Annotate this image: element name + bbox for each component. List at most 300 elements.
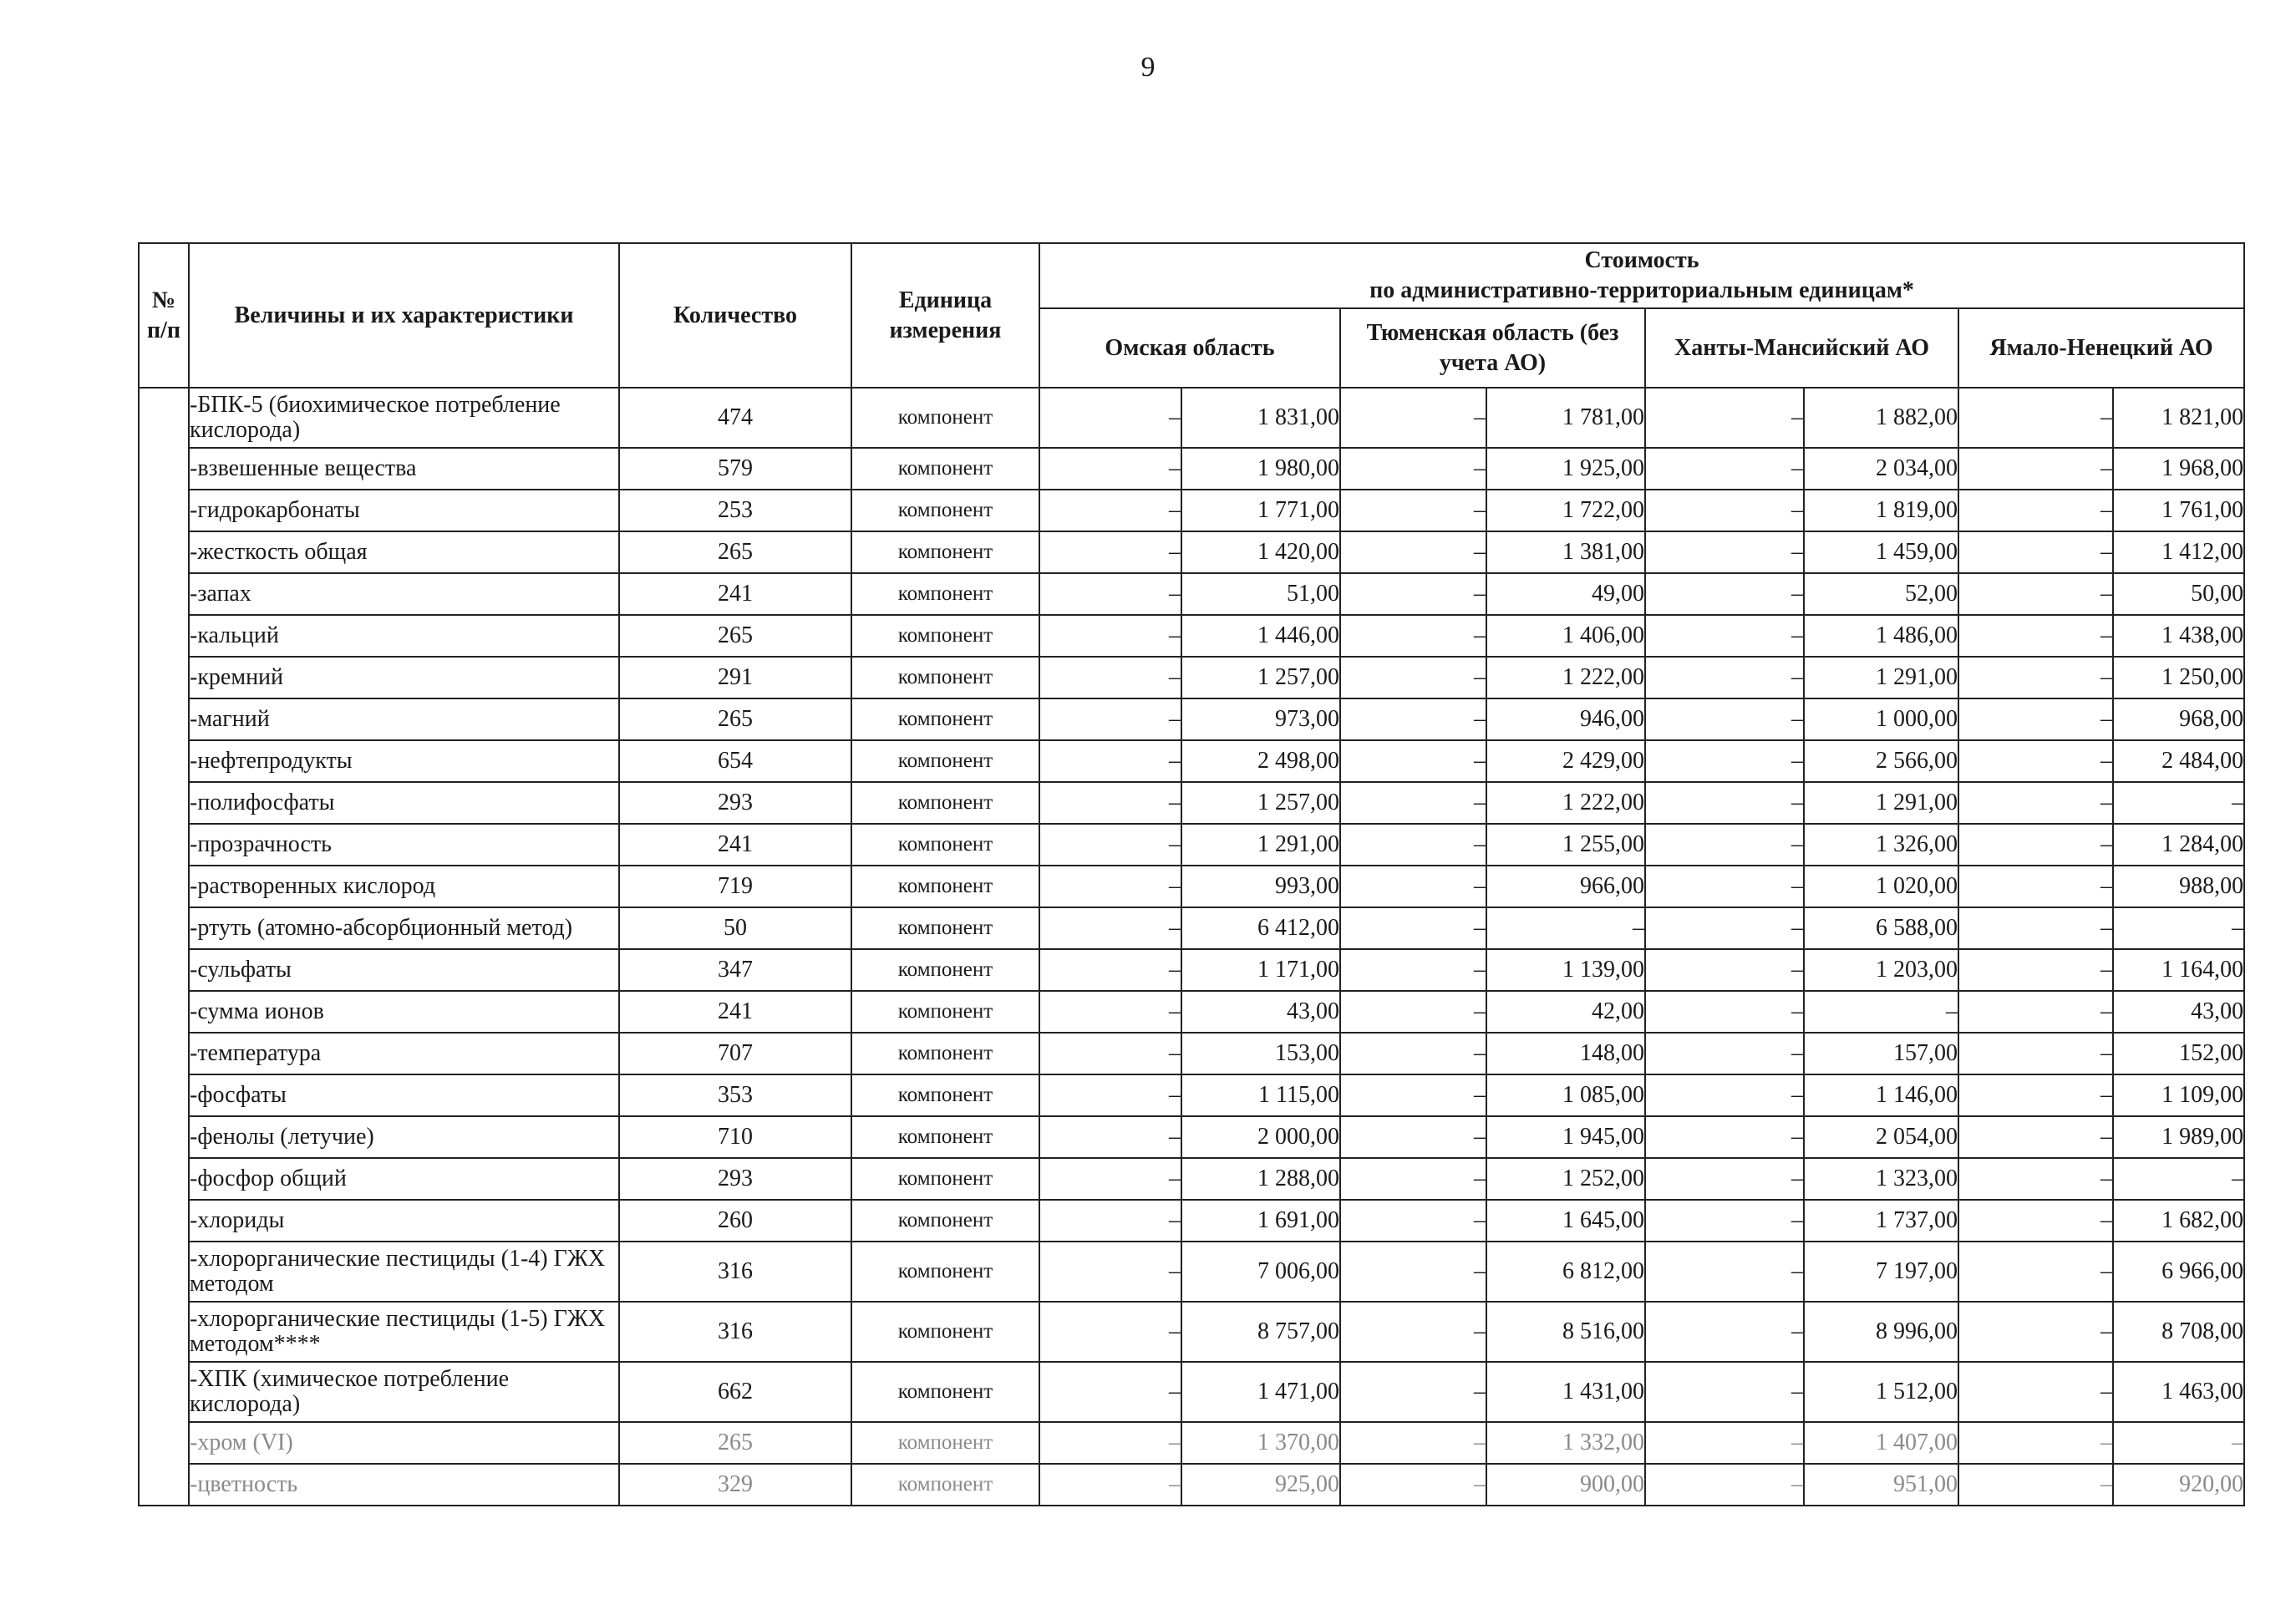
row-dash: – — [1958, 1422, 2113, 1464]
row-name: -прозрачность — [189, 824, 619, 866]
row-dash: – — [1340, 1464, 1486, 1506]
row-name: -цветность — [189, 1464, 619, 1506]
row-name: -хлориды — [189, 1200, 619, 1242]
table-row — [139, 1200, 2244, 1242]
row-value: 1 407,00 — [1804, 1422, 1958, 1464]
row-value: 1 968,00 — [2113, 448, 2244, 490]
row-qty: 329 — [619, 1464, 851, 1506]
table-row — [139, 1116, 2244, 1158]
row-value: 1 146,00 — [1804, 1074, 1958, 1116]
row-value: 1 406,00 — [1486, 615, 1645, 657]
row-value: 946,00 — [1486, 698, 1645, 740]
row-value: 8 996,00 — [1804, 1302, 1958, 1362]
row-dash: – — [1645, 949, 1804, 991]
row-value: – — [2113, 1422, 2244, 1464]
row-dash: – — [1340, 448, 1486, 490]
row-value: 1 000,00 — [1804, 698, 1958, 740]
header-cost — [1039, 243, 2244, 308]
row-value: 1 771,00 — [1181, 490, 1340, 531]
row-value: 1 761,00 — [2113, 490, 2244, 531]
row-dash: – — [1645, 1200, 1804, 1242]
row-value: 1 737,00 — [1804, 1200, 1958, 1242]
row-dash: – — [1340, 1158, 1486, 1200]
row-name: -хлорорганические пестициды (1-5) ГЖХ методом**** — [189, 1302, 619, 1362]
row-name: -ХПК (химическое потребление кислорода) — [189, 1362, 619, 1422]
row-dash: – — [1340, 1362, 1486, 1422]
row-value: 7 197,00 — [1804, 1242, 1958, 1302]
row-name: -ртуть (атомно-абсорбционный метод) — [189, 907, 619, 949]
row-value: 1 412,00 — [2113, 531, 2244, 573]
row-value: 49,00 — [1486, 573, 1645, 615]
row-value: 51,00 — [1181, 573, 1340, 615]
row-dash: – — [1645, 1362, 1804, 1422]
header-region-omsk: Омская область — [1039, 308, 1340, 388]
row-unit: компонент — [851, 1362, 1039, 1422]
row-qty: 316 — [619, 1302, 851, 1362]
row-dash: – — [1645, 1242, 1804, 1302]
row-value: 925,00 — [1181, 1464, 1340, 1506]
row-dash: – — [1958, 388, 2113, 448]
row-value: 148,00 — [1486, 1033, 1645, 1074]
row-unit: компонент — [851, 490, 1039, 531]
row-dash: – — [1039, 1242, 1181, 1302]
header-region-tyumen: Тюменская область (без учета АО) — [1340, 308, 1645, 388]
row-dash: – — [1645, 657, 1804, 698]
row-value: 1 291,00 — [1804, 782, 1958, 824]
row-dash: – — [1958, 824, 2113, 866]
row-value: 1 115,00 — [1181, 1074, 1340, 1116]
row-dash: – — [1958, 698, 2113, 740]
row-dash: – — [1645, 991, 1804, 1033]
row-qty: 260 — [619, 1200, 851, 1242]
table-row — [139, 1158, 2244, 1200]
row-dash: – — [1039, 388, 1181, 448]
row-value: – — [1804, 991, 1958, 1033]
row-unit: компонент — [851, 991, 1039, 1033]
table-row — [139, 949, 2244, 991]
row-qty: 291 — [619, 657, 851, 698]
row-unit: компонент — [851, 1242, 1039, 1302]
row-name: -температура — [189, 1033, 619, 1074]
row-dash: – — [1340, 1074, 1486, 1116]
row-value: 900,00 — [1486, 1464, 1645, 1506]
row-name: -сумма ионов — [189, 991, 619, 1033]
row-dash: – — [1645, 1302, 1804, 1362]
row-value: 6 412,00 — [1181, 907, 1340, 949]
row-dash: – — [1039, 907, 1181, 949]
row-value: 1 291,00 — [1181, 824, 1340, 866]
row-unit: компонент — [851, 615, 1039, 657]
table-row — [139, 866, 2244, 907]
table-row — [139, 1464, 2244, 1506]
row-dash: – — [1645, 388, 1804, 448]
row-unit: компонент — [851, 949, 1039, 991]
row-unit: компонент — [851, 1158, 1039, 1200]
table-row — [139, 1074, 2244, 1116]
row-name: -гидрокарбонаты — [189, 490, 619, 531]
row-unit: компонент — [851, 1464, 1039, 1506]
row-value: – — [2113, 907, 2244, 949]
row-dash: – — [1958, 1158, 2113, 1200]
row-dash: – — [1039, 1033, 1181, 1074]
row-dash: – — [1645, 448, 1804, 490]
row-dash: – — [1958, 448, 2113, 490]
row-value: 7 006,00 — [1181, 1242, 1340, 1302]
row-value: 1 722,00 — [1486, 490, 1645, 531]
row-dash: – — [1645, 490, 1804, 531]
row-value: 1 463,00 — [2113, 1362, 2244, 1422]
row-value: 1 512,00 — [1804, 1362, 1958, 1422]
row-unit: компонент — [851, 1074, 1039, 1116]
row-qty: 293 — [619, 782, 851, 824]
row-dash: – — [1958, 1302, 2113, 1362]
row-value: 1 420,00 — [1181, 531, 1340, 573]
row-value: 1 431,00 — [1486, 1362, 1645, 1422]
row-value: 153,00 — [1181, 1033, 1340, 1074]
table-row — [139, 1422, 2244, 1464]
row-qty: 241 — [619, 573, 851, 615]
row-value: 988,00 — [2113, 866, 2244, 907]
row-value: 1 370,00 — [1181, 1422, 1340, 1464]
row-dash: – — [1039, 531, 1181, 573]
row-dash: – — [1340, 1200, 1486, 1242]
row-value: 1 819,00 — [1804, 490, 1958, 531]
row-value: 1 381,00 — [1486, 531, 1645, 573]
row-dash: – — [1645, 1464, 1804, 1506]
row-value: 152,00 — [2113, 1033, 2244, 1074]
row-value: 1 332,00 — [1486, 1422, 1645, 1464]
row-unit: компонент — [851, 448, 1039, 490]
table-row — [139, 573, 2244, 615]
table-row — [139, 907, 2244, 949]
row-value: 42,00 — [1486, 991, 1645, 1033]
row-value: 1 164,00 — [2113, 949, 2244, 991]
row-dash: – — [1958, 1074, 2113, 1116]
row-unit: компонент — [851, 698, 1039, 740]
row-dash: – — [1340, 1422, 1486, 1464]
row-qty: 662 — [619, 1362, 851, 1422]
row-value: 1 288,00 — [1181, 1158, 1340, 1200]
row-unit: компонент — [851, 1422, 1039, 1464]
header-num: № п/п — [139, 243, 189, 388]
row-dash: – — [1340, 824, 1486, 866]
row-value: 1 171,00 — [1181, 949, 1340, 991]
row-value: 8 516,00 — [1486, 1302, 1645, 1362]
row-unit: компонент — [851, 531, 1039, 573]
row-dash: – — [1645, 531, 1804, 573]
row-value: 2 566,00 — [1804, 740, 1958, 782]
row-value: 8 708,00 — [2113, 1302, 2244, 1362]
row-unit: компонент — [851, 866, 1039, 907]
row-value: 951,00 — [1804, 1464, 1958, 1506]
row-unit: компонент — [851, 907, 1039, 949]
row-name: -БПК-5 (биохимическое потребление кислорода) — [189, 388, 619, 448]
row-dash: – — [1340, 531, 1486, 573]
row-name: -кремний — [189, 657, 619, 698]
row-dash: – — [1039, 1362, 1181, 1422]
row-qty: 579 — [619, 448, 851, 490]
table-row — [139, 782, 2244, 824]
row-dash: – — [1958, 1464, 2113, 1506]
row-value: 1 250,00 — [2113, 657, 2244, 698]
row-value: 1 945,00 — [1486, 1116, 1645, 1158]
row-name: -жесткость общая — [189, 531, 619, 573]
row-unit: компонент — [851, 657, 1039, 698]
table-row — [139, 1362, 2244, 1422]
row-value: 1 222,00 — [1486, 657, 1645, 698]
row-value: 1 691,00 — [1181, 1200, 1340, 1242]
row-dash: – — [1340, 1302, 1486, 1362]
row-value: – — [1486, 907, 1645, 949]
row-dash: – — [1958, 1033, 2113, 1074]
table-row — [139, 991, 2244, 1033]
header-cost-title: Стоимость — [1584, 247, 1699, 273]
row-value: 6 966,00 — [2113, 1242, 2244, 1302]
header-qty: Количество — [619, 243, 851, 388]
row-dash: – — [1958, 782, 2113, 824]
row-dash: – — [1645, 782, 1804, 824]
row-value: 1 255,00 — [1486, 824, 1645, 866]
row-name: -нефтепродукты — [189, 740, 619, 782]
row-value: 52,00 — [1804, 573, 1958, 615]
row-dash: – — [1958, 907, 2113, 949]
row-dash: – — [1958, 949, 2113, 991]
row-qty: 707 — [619, 1033, 851, 1074]
row-dash: – — [1645, 907, 1804, 949]
row-dash: – — [1039, 740, 1181, 782]
row-value: 1 252,00 — [1486, 1158, 1645, 1200]
row-qty: 241 — [619, 991, 851, 1033]
row-dash: – — [1645, 698, 1804, 740]
row-value: 1 085,00 — [1486, 1074, 1645, 1116]
row-value: 2 054,00 — [1804, 1116, 1958, 1158]
row-dash: – — [1039, 949, 1181, 991]
row-value: 1 645,00 — [1486, 1200, 1645, 1242]
table-body — [139, 388, 2244, 1506]
row-value: 1 446,00 — [1181, 615, 1340, 657]
row-dash: – — [1645, 740, 1804, 782]
page-number: 9 — [1140, 52, 1156, 83]
row-name: -фосфаты — [189, 1074, 619, 1116]
row-dash: – — [1039, 1200, 1181, 1242]
row-dash: – — [1039, 657, 1181, 698]
table-row — [139, 490, 2244, 531]
row-value: 1 989,00 — [2113, 1116, 2244, 1158]
row-value: 1 326,00 — [1804, 824, 1958, 866]
row-unit: компонент — [851, 388, 1039, 448]
row-dash: – — [1340, 1116, 1486, 1158]
header-region-yanao: Ямало-Ненецкий АО — [1958, 308, 2244, 388]
row-value: 6 812,00 — [1486, 1242, 1645, 1302]
row-dash: – — [1958, 1200, 2113, 1242]
row-dash: – — [1039, 824, 1181, 866]
table-row — [139, 1242, 2244, 1302]
row-name: -фенолы (летучие) — [189, 1116, 619, 1158]
row-name: -запах — [189, 573, 619, 615]
row-value: 1 471,00 — [1181, 1362, 1340, 1422]
header-unit: Единица измерения — [851, 243, 1039, 388]
table-row — [139, 657, 2244, 698]
row-dash: – — [1039, 1116, 1181, 1158]
row-qty: 50 — [619, 907, 851, 949]
row-value: 1 925,00 — [1486, 448, 1645, 490]
row-value: – — [2113, 1158, 2244, 1200]
row-value: 43,00 — [2113, 991, 2244, 1033]
row-name: -фосфор общий — [189, 1158, 619, 1200]
row-value: 2 429,00 — [1486, 740, 1645, 782]
row-value: 1 257,00 — [1181, 782, 1340, 824]
row-dash: – — [1340, 388, 1486, 448]
row-dash: – — [1340, 1033, 1486, 1074]
row-qty: 710 — [619, 1116, 851, 1158]
row-dash: – — [1958, 1116, 2113, 1158]
row-qty: 719 — [619, 866, 851, 907]
row-value: 6 588,00 — [1804, 907, 1958, 949]
row-dash: – — [1958, 490, 2113, 531]
row-value: 8 757,00 — [1181, 1302, 1340, 1362]
table-row — [139, 615, 2244, 657]
table-row — [139, 1033, 2244, 1074]
header-region-khmao: Ханты-Мансийский АО — [1645, 308, 1958, 388]
row-qty: 265 — [619, 531, 851, 573]
row-dash: – — [1645, 615, 1804, 657]
row-dash: – — [1039, 573, 1181, 615]
row-dash: – — [1340, 866, 1486, 907]
row-dash: – — [1340, 782, 1486, 824]
row-value: 966,00 — [1486, 866, 1645, 907]
row-value: 1 291,00 — [1804, 657, 1958, 698]
row-value: 993,00 — [1181, 866, 1340, 907]
row-value: 1 821,00 — [2113, 388, 2244, 448]
row-name: -хром (VI) — [189, 1422, 619, 1464]
row-value: 1 438,00 — [2113, 615, 2244, 657]
row-dash: – — [1340, 490, 1486, 531]
row-unit: компонент — [851, 1033, 1039, 1074]
row-dash: – — [1340, 1242, 1486, 1302]
row-dash: – — [1645, 1074, 1804, 1116]
row-value: 1 459,00 — [1804, 531, 1958, 573]
row-qty: 265 — [619, 1422, 851, 1464]
row-dash: – — [1958, 866, 2113, 907]
row-name: -хлорорганические пестициды (1-4) ГЖХ методом — [189, 1242, 619, 1302]
row-qty: 253 — [619, 490, 851, 531]
row-name: -полифосфаты — [189, 782, 619, 824]
row-dash: – — [1958, 991, 2113, 1033]
row-name: -кальций — [189, 615, 619, 657]
row-value: 157,00 — [1804, 1033, 1958, 1074]
row-value: 920,00 — [2113, 1464, 2244, 1506]
row-value: 1 203,00 — [1804, 949, 1958, 991]
row-value: 968,00 — [2113, 698, 2244, 740]
row-dash: – — [1645, 573, 1804, 615]
table-row — [139, 531, 2244, 573]
row-dash: – — [1039, 698, 1181, 740]
row-unit: компонент — [851, 824, 1039, 866]
row-value: 2 498,00 — [1181, 740, 1340, 782]
row-dash: – — [1039, 1422, 1181, 1464]
row-dash: – — [1958, 1362, 2113, 1422]
row-value: 2 034,00 — [1804, 448, 1958, 490]
row-dash: – — [1039, 1302, 1181, 1362]
row-qty: 293 — [619, 1158, 851, 1200]
row-dash: – — [1645, 1422, 1804, 1464]
table-row — [139, 388, 2244, 448]
row-dash: – — [1039, 448, 1181, 490]
row-dash: – — [1958, 657, 2113, 698]
row-value: 2 000,00 — [1181, 1116, 1340, 1158]
row-value: 1 257,00 — [1181, 657, 1340, 698]
row-dash: – — [1340, 657, 1486, 698]
row-name: -сульфаты — [189, 949, 619, 991]
row-value: 1 139,00 — [1486, 949, 1645, 991]
row-dash: – — [1958, 615, 2113, 657]
row-dash: – — [1340, 949, 1486, 991]
row-value: 1 882,00 — [1804, 388, 1958, 448]
row-dash: – — [1039, 1074, 1181, 1116]
row-dash: – — [1958, 531, 2113, 573]
row-qty: 265 — [619, 615, 851, 657]
row-dash: – — [1340, 698, 1486, 740]
row-dash: – — [1039, 1464, 1181, 1506]
row-qty: 654 — [619, 740, 851, 782]
row-value: 1 980,00 — [1181, 448, 1340, 490]
row-qty: 265 — [619, 698, 851, 740]
row-qty: 241 — [619, 824, 851, 866]
row-name: -растворенных кислород — [189, 866, 619, 907]
row-unit: компонент — [851, 782, 1039, 824]
row-dash: – — [1039, 991, 1181, 1033]
cost-table — [138, 242, 2245, 1506]
row-value: 50,00 — [2113, 573, 2244, 615]
row-name: -магний — [189, 698, 619, 740]
row-dash: – — [1340, 991, 1486, 1033]
row-dash: – — [1039, 490, 1181, 531]
row-dash: – — [1340, 907, 1486, 949]
row-dash: – — [1958, 1242, 2113, 1302]
table-row — [139, 1302, 2244, 1362]
row-value: 1 682,00 — [2113, 1200, 2244, 1242]
row-dash: – — [1958, 740, 2113, 782]
row-dash: – — [1039, 866, 1181, 907]
row-dash: – — [1340, 573, 1486, 615]
row-value: 1 109,00 — [2113, 1074, 2244, 1116]
row-dash: – — [1340, 740, 1486, 782]
row-unit: компонент — [851, 1116, 1039, 1158]
row-qty: 316 — [619, 1242, 851, 1302]
row-qty: 353 — [619, 1074, 851, 1116]
row-value: 1 831,00 — [1181, 388, 1340, 448]
row-value: 1 323,00 — [1804, 1158, 1958, 1200]
row-value: 43,00 — [1181, 991, 1340, 1033]
row-dash: – — [1039, 615, 1181, 657]
row-value: 1 020,00 — [1804, 866, 1958, 907]
row-qty: 347 — [619, 949, 851, 991]
table-row — [139, 740, 2244, 782]
row-value: 1 222,00 — [1486, 782, 1645, 824]
table-row — [139, 698, 2244, 740]
row-dash: – — [1645, 1033, 1804, 1074]
row-value: 1 486,00 — [1804, 615, 1958, 657]
row-dash: – — [1645, 824, 1804, 866]
row-dash: – — [1645, 866, 1804, 907]
row-qty: 474 — [619, 388, 851, 448]
row-number-cell — [139, 388, 189, 1506]
row-value: 1 781,00 — [1486, 388, 1645, 448]
row-unit: компонент — [851, 1302, 1039, 1362]
row-dash: – — [1340, 615, 1486, 657]
row-value: 1 284,00 — [2113, 824, 2244, 866]
row-value: 973,00 — [1181, 698, 1340, 740]
